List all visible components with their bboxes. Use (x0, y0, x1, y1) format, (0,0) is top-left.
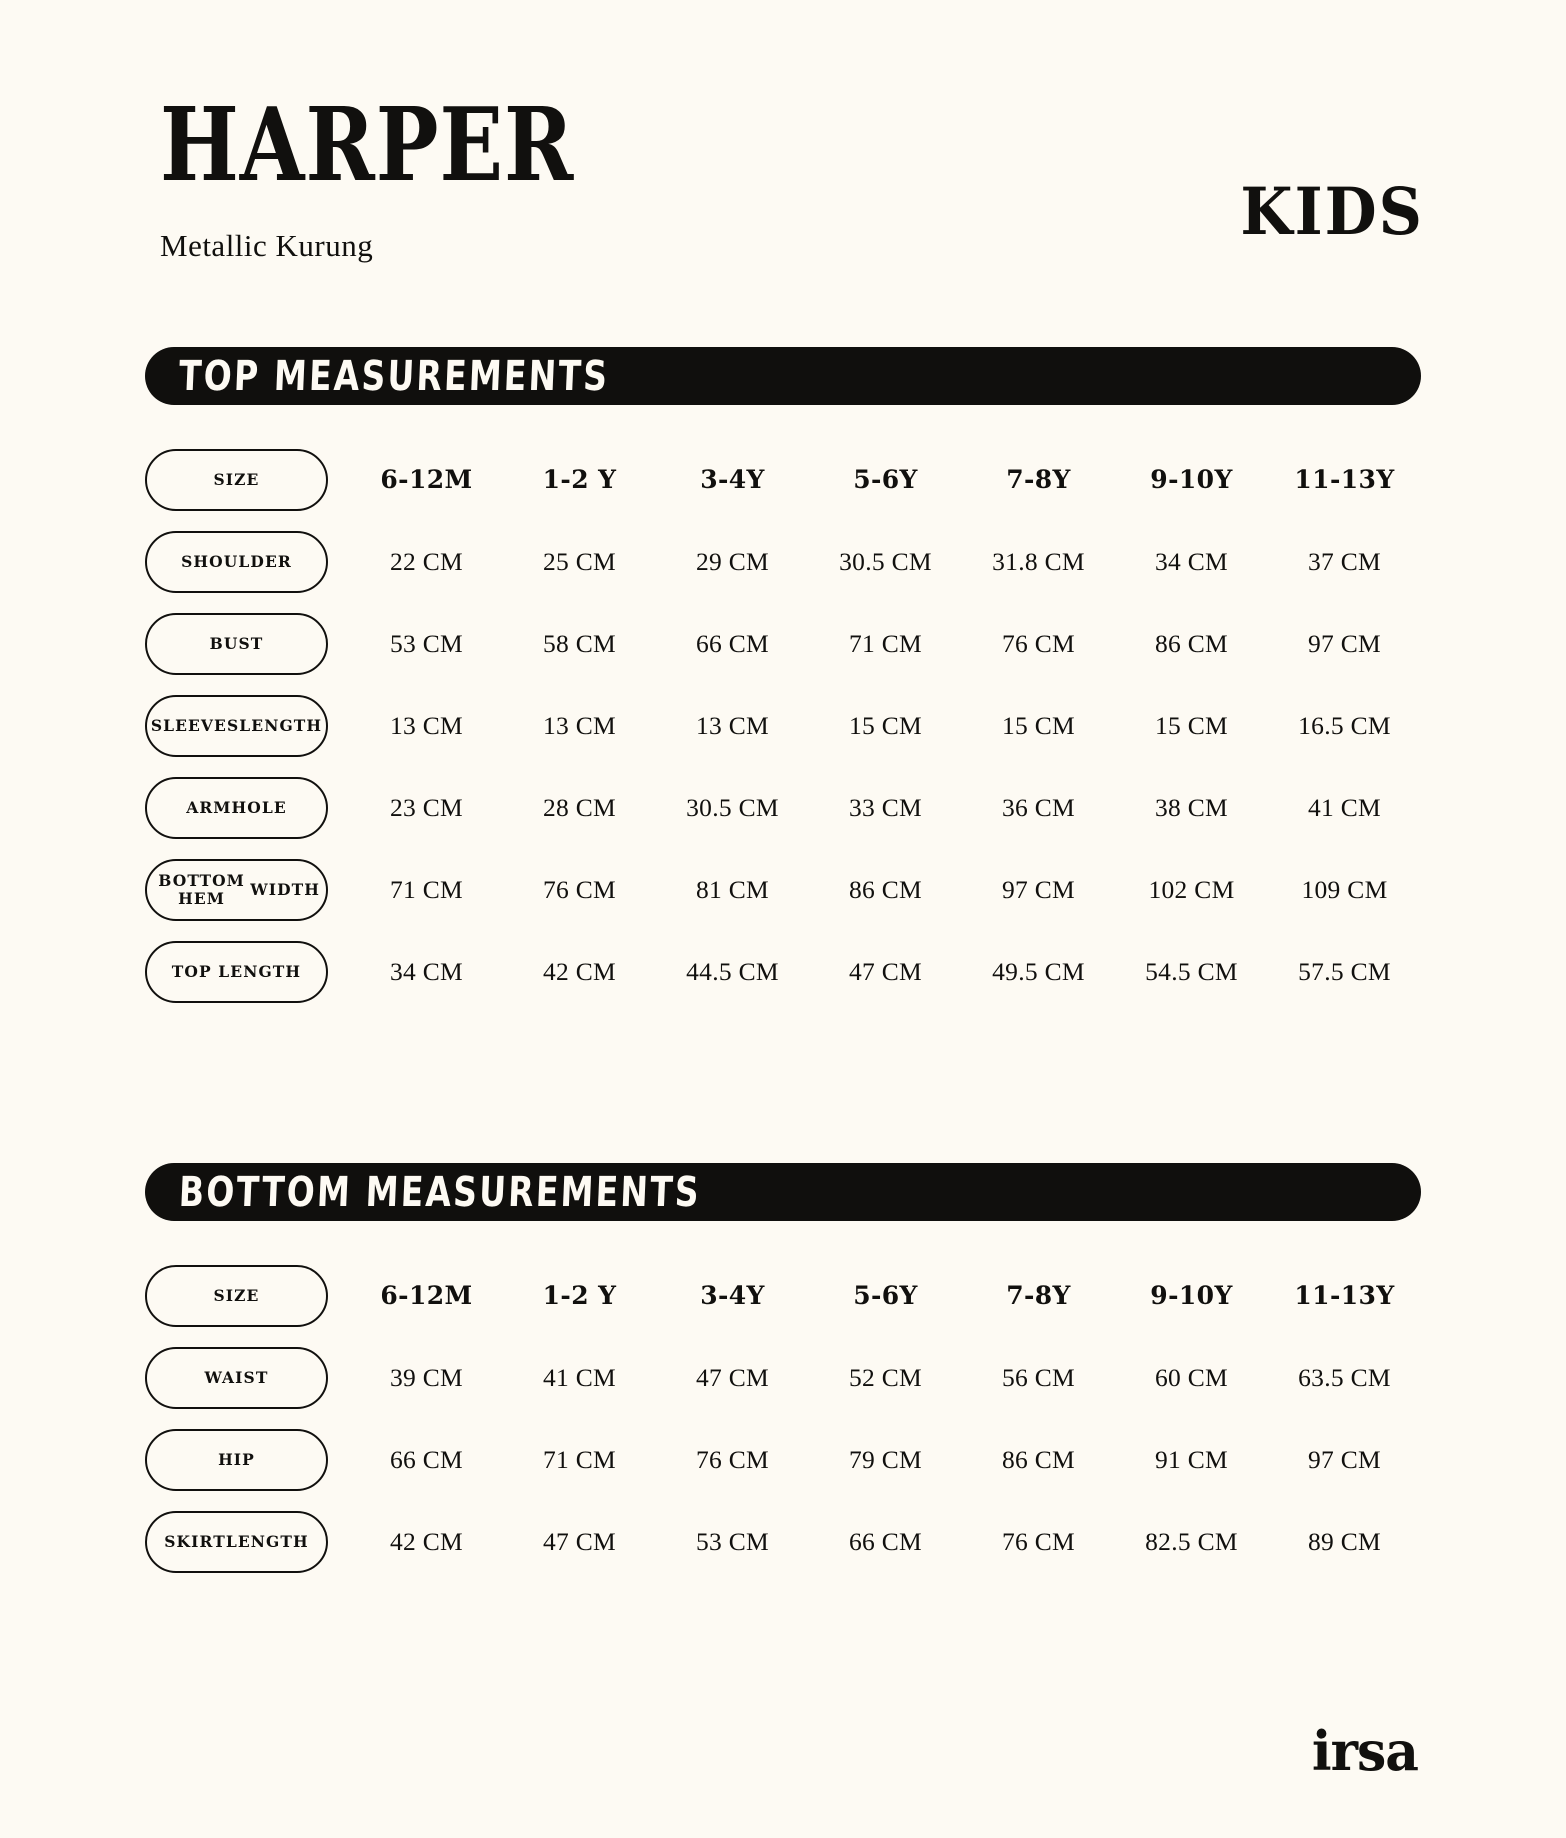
row-label-cell (145, 685, 350, 767)
row-label-pill (145, 1511, 328, 1573)
size-column-header: 3-4Y (700, 465, 765, 495)
row-label-cell (145, 1419, 350, 1501)
section-banner (145, 1163, 1421, 1221)
measurement-value: 37 CM (1307, 546, 1382, 576)
measurement-value: 76 CM (695, 1444, 770, 1474)
table-row (145, 1337, 1421, 1419)
measurement-table (145, 1255, 1421, 1583)
table-header-row (145, 439, 1421, 521)
measurement-value: 76 CM (1001, 1526, 1076, 1556)
measurement-value: 86 CM (848, 874, 923, 904)
measurement-value: 34 CM (1154, 546, 1229, 576)
row-label-cell (145, 1337, 350, 1419)
size-column-header: 1-2 Y (542, 465, 617, 495)
row-label-cell (145, 1501, 350, 1583)
row-label-pill (145, 695, 328, 757)
section-banner-label: TOP MEASUREMENTS (177, 351, 611, 401)
size-column-header: 11-13Y (1294, 1281, 1395, 1311)
measurement-value: 58 CM (542, 628, 617, 658)
section-banner (145, 347, 1421, 405)
row-label-line: TOP LENGTH (171, 961, 302, 981)
size-column-header: 6-12M (380, 465, 473, 495)
measurement-value: 39 CM (389, 1362, 464, 1392)
measurement-value: 60 CM (1154, 1362, 1229, 1392)
row-label-pill (145, 1429, 328, 1491)
row-label-cell (145, 603, 350, 685)
measurement-value: 81 CM (695, 874, 770, 904)
size-header-cell (145, 439, 350, 521)
measurement-value: 15 CM (848, 710, 923, 740)
measurement-value: 13 CM (695, 710, 770, 740)
measurement-value: 97 CM (1001, 874, 1076, 904)
row-label-cell (145, 849, 350, 931)
table-row (145, 1501, 1421, 1583)
measurement-value: 76 CM (1001, 628, 1076, 658)
measurement-value: 54.5 CM (1145, 956, 1238, 986)
category-label: KIDS (1240, 174, 1424, 250)
size-header-pill: SIZE (145, 449, 328, 511)
table-row (145, 767, 1421, 849)
row-label-line: SKIRT (164, 1531, 226, 1551)
size-column-header: 5-6Y (853, 1281, 918, 1311)
row-label-cell (145, 931, 350, 1013)
row-label-line: WAIST (204, 1367, 269, 1387)
measurement-value: 16.5 CM (1298, 710, 1391, 740)
measurement-value: 66 CM (389, 1444, 464, 1474)
measurement-value: 29 CM (695, 546, 770, 576)
table-row (145, 931, 1421, 1013)
measurement-value: 82.5 CM (1145, 1526, 1238, 1556)
table-row (145, 685, 1421, 767)
measurement-value: 86 CM (1001, 1444, 1076, 1474)
measurement-value: 49.5 CM (992, 956, 1085, 986)
measurement-value: 79 CM (848, 1444, 923, 1474)
measurement-table (145, 439, 1421, 1013)
measurement-value: 15 CM (1001, 710, 1076, 740)
measurement-value: 102 CM (1148, 874, 1235, 904)
table-row (145, 521, 1421, 603)
measurement-value: 34 CM (389, 956, 464, 986)
row-label-cell (145, 767, 350, 849)
size-column-header: 7-8Y (1006, 1281, 1071, 1311)
measurement-value: 71 CM (848, 628, 923, 658)
row-label-pill (145, 613, 328, 675)
size-column-header: 5-6Y (853, 465, 918, 495)
measurement-section (145, 1163, 1421, 1583)
row-label-pill (145, 1347, 328, 1409)
size-column-header: 7-8Y (1006, 465, 1071, 495)
row-label-line: SHOULDER (181, 551, 292, 571)
measurement-value: 109 CM (1301, 874, 1388, 904)
measurement-value: 28 CM (542, 792, 617, 822)
measurement-value: 97 CM (1307, 628, 1382, 658)
measurement-value: 41 CM (542, 1362, 617, 1392)
measurement-value: 30.5 CM (839, 546, 932, 576)
measurement-value: 56 CM (1001, 1362, 1076, 1392)
measurement-value: 22 CM (389, 546, 464, 576)
row-label-pill (145, 777, 328, 839)
table-row (145, 1419, 1421, 1501)
measurement-value: 71 CM (389, 874, 464, 904)
row-label-pill (145, 859, 328, 921)
measurement-value: 47 CM (542, 1526, 617, 1556)
measurement-value: 41 CM (1307, 792, 1382, 822)
measurement-value: 66 CM (695, 628, 770, 658)
measurement-value: 66 CM (848, 1526, 923, 1556)
size-header-cell (145, 1255, 350, 1337)
measurement-value: 89 CM (1307, 1526, 1382, 1556)
row-label-line: LENGTH (239, 715, 323, 735)
measurement-value: 42 CM (389, 1526, 464, 1556)
measurement-value: 42 CM (542, 956, 617, 986)
size-column-header: 1-2 Y (542, 1281, 617, 1311)
row-label-line: WIDTH (250, 879, 320, 899)
measurement-value: 30.5 CM (686, 792, 779, 822)
measurement-value: 97 CM (1307, 1444, 1382, 1474)
measurement-value: 52 CM (848, 1362, 923, 1392)
row-label-line: ARMHOLE (186, 797, 287, 817)
row-label-line: LENGTH (225, 1531, 309, 1551)
measurement-value: 44.5 CM (686, 956, 779, 986)
row-label-pill (145, 941, 328, 1003)
measurement-value: 38 CM (1154, 792, 1229, 822)
measurement-sections (0, 347, 1566, 1583)
brand-block (160, 85, 587, 263)
measurement-value: 13 CM (389, 710, 464, 740)
table-row (145, 849, 1421, 931)
measurement-value: 53 CM (389, 628, 464, 658)
measurement-value: 76 CM (542, 874, 617, 904)
measurement-value: 63.5 CM (1298, 1362, 1391, 1392)
row-label-line: HIP (218, 1449, 255, 1469)
section-banner-label: BOTTOM MEASUREMENTS (177, 1167, 702, 1217)
measurement-value: 13 CM (542, 710, 617, 740)
size-column-header: 9-10Y (1150, 465, 1233, 495)
table-header-row (145, 1255, 1421, 1337)
table-row (145, 603, 1421, 685)
measurement-value: 33 CM (848, 792, 923, 822)
measurement-section (145, 347, 1421, 1013)
brand-logo: irsa (1311, 1719, 1418, 1784)
page-header (0, 0, 1566, 261)
row-label-cell (145, 521, 350, 603)
measurement-value: 91 CM (1154, 1444, 1229, 1474)
size-column-header: 11-13Y (1294, 465, 1395, 495)
header-spacer (0, 261, 1566, 347)
size-column-header: 9-10Y (1150, 1281, 1233, 1311)
measurement-value: 23 CM (389, 792, 464, 822)
page-subtitle: Metallic Kurung (160, 227, 374, 263)
row-label-line: BOTTOM HEM (158, 870, 245, 908)
row-label-line: SLEEVES (150, 715, 240, 735)
size-column-header: 6-12M (380, 1281, 473, 1311)
page-title: HARPER (160, 85, 575, 205)
measurement-value: 57.5 CM (1298, 956, 1391, 986)
size-header-pill: SIZE (145, 1265, 328, 1327)
measurement-value: 71 CM (542, 1444, 617, 1474)
measurement-value: 47 CM (848, 956, 923, 986)
measurement-value: 53 CM (695, 1526, 770, 1556)
row-label-line: BUST (209, 633, 264, 653)
row-label-pill (145, 531, 328, 593)
measurement-value: 86 CM (1154, 628, 1229, 658)
measurement-value: 25 CM (542, 546, 617, 576)
measurement-value: 47 CM (695, 1362, 770, 1392)
size-column-header: 3-4Y (700, 1281, 765, 1311)
measurement-value: 31.8 CM (992, 546, 1085, 576)
measurement-value: 36 CM (1001, 792, 1076, 822)
measurement-value: 15 CM (1154, 710, 1229, 740)
